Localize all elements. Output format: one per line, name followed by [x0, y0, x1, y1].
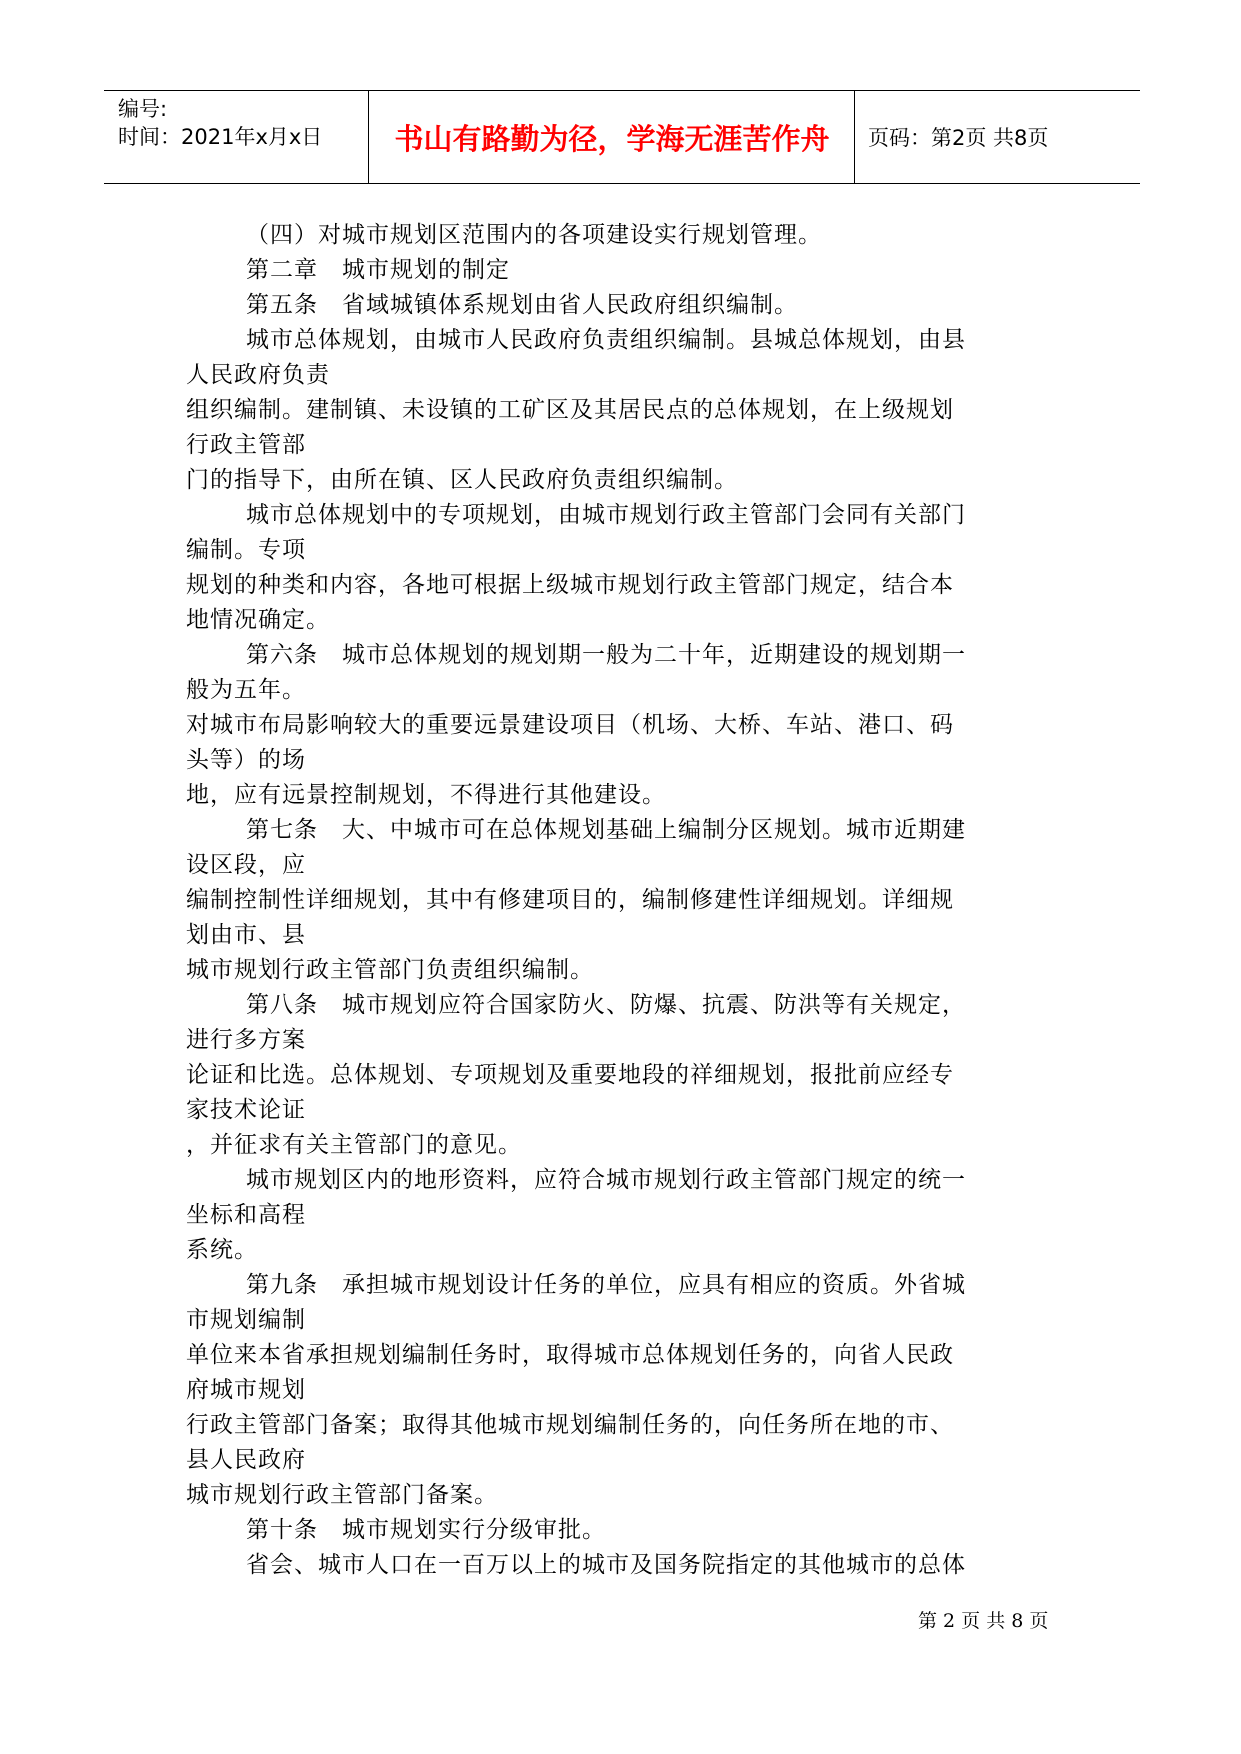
body-line: 坐标和高程 — [186, 1202, 306, 1228]
body-line: 城市规划行政主管部门负责组织编制。 — [186, 957, 594, 983]
body-line: 划由市、县 — [186, 922, 306, 948]
body-line: 省会、城市人口在一百万以上的城市及国务院指定的其他城市的总体 — [246, 1552, 966, 1578]
body-line: 单位来本省承担规划编制任务时，取得城市总体规划任务的，向省人民政 — [186, 1342, 954, 1368]
body-line: 编制控制性详细规划，其中有修建项目的，编制修建性详细规划。详细规 — [186, 887, 954, 913]
body-line: 第二章 城市规划的制定 — [246, 257, 510, 283]
body-line: 般为五年。 — [186, 677, 306, 703]
body-line: 地，应有远景控制规划，不得进行其他建设。 — [186, 782, 666, 808]
body-line: 城市规划行政主管部门备案。 — [186, 1482, 498, 1508]
body-line: 城市规划区内的地形资料，应符合城市规划行政主管部门规定的统一 — [246, 1167, 966, 1193]
document-header — [104, 90, 1140, 184]
header-page-number: 页码：第2页 共8页 — [868, 126, 1049, 150]
body-line: 第八条 城市规划应符合国家防火、防爆、抗震、防洪等有关规定， — [246, 992, 966, 1018]
body-line: 人民政府负责 — [186, 362, 330, 388]
header-meta — [118, 95, 322, 151]
body-line: 编制。专项 — [186, 537, 306, 563]
body-line: 规划的种类和内容，各地可根据上级城市规划行政主管部门规定，结合本 — [186, 572, 954, 598]
document-number-label: 编号: — [118, 97, 168, 121]
body-line: 府城市规划 — [186, 1377, 306, 1403]
body-line: 家技术论证 — [186, 1097, 306, 1123]
body-line: ，并征求有关主管部门的意见。 — [186, 1132, 522, 1158]
body-line: 第九条 承担城市规划设计任务的单位，应具有相应的资质。外省城 — [246, 1272, 966, 1298]
body-line: 论证和比选。总体规划、专项规划及重要地段的祥细规划，报批前应经专 — [186, 1062, 954, 1088]
body-line: 门的指导下，由所在镇、区人民政府负责组织编制。 — [186, 467, 738, 493]
body-line: 第七条 大、中城市可在总体规划基础上编制分区规划。城市近期建 — [246, 817, 966, 843]
body-line: 行政主管部门备案；取得其他城市规划编制任务的，向任务所在地的市、 — [186, 1412, 954, 1438]
body-line: 县人民政府 — [186, 1447, 306, 1473]
body-line: 城市总体规划，由城市人民政府负责组织编制。县城总体规划，由县 — [246, 327, 966, 353]
footer-page-number: 第 2 页 共 8 页 — [918, 1610, 1049, 1632]
body-line: 行政主管部 — [186, 432, 306, 458]
header-divider — [368, 91, 369, 183]
body-line: 系统。 — [186, 1237, 258, 1263]
document-body — [186, 218, 1066, 1583]
body-line: 设区段，应 — [186, 852, 306, 878]
body-line: 第十条 城市规划实行分级审批。 — [246, 1517, 606, 1543]
body-line: 城市总体规划中的专项规划，由城市规划行政主管部门会同有关部门 — [246, 502, 966, 528]
body-line: 进行多方案 — [186, 1027, 306, 1053]
document-time-label: 时间：2021年x月x日 — [118, 125, 323, 149]
body-line: 头等）的场 — [186, 747, 306, 773]
body-line: 市规划编制 — [186, 1307, 306, 1333]
body-line: 第六条 城市总体规划的规划期一般为二十年，近期建设的规划期一 — [246, 642, 966, 668]
body-line: 第五条 省域城镇体系规划由省人民政府组织编制。 — [246, 292, 798, 318]
header-divider — [854, 91, 855, 183]
header-motto: 书山有路勤为径，学海无涯苦作舟 — [394, 121, 830, 156]
body-line: 地情况确定。 — [186, 607, 330, 633]
body-line: 组织编制。建制镇、未设镇的工矿区及其居民点的总体规划，在上级规划 — [186, 397, 954, 423]
body-line: （四）对城市规划区范围内的各项建设实行规划管理。 — [246, 222, 822, 248]
body-line: 对城市布局影响较大的重要远景建设项目（机场、大桥、车站、港口、码 — [186, 712, 954, 738]
